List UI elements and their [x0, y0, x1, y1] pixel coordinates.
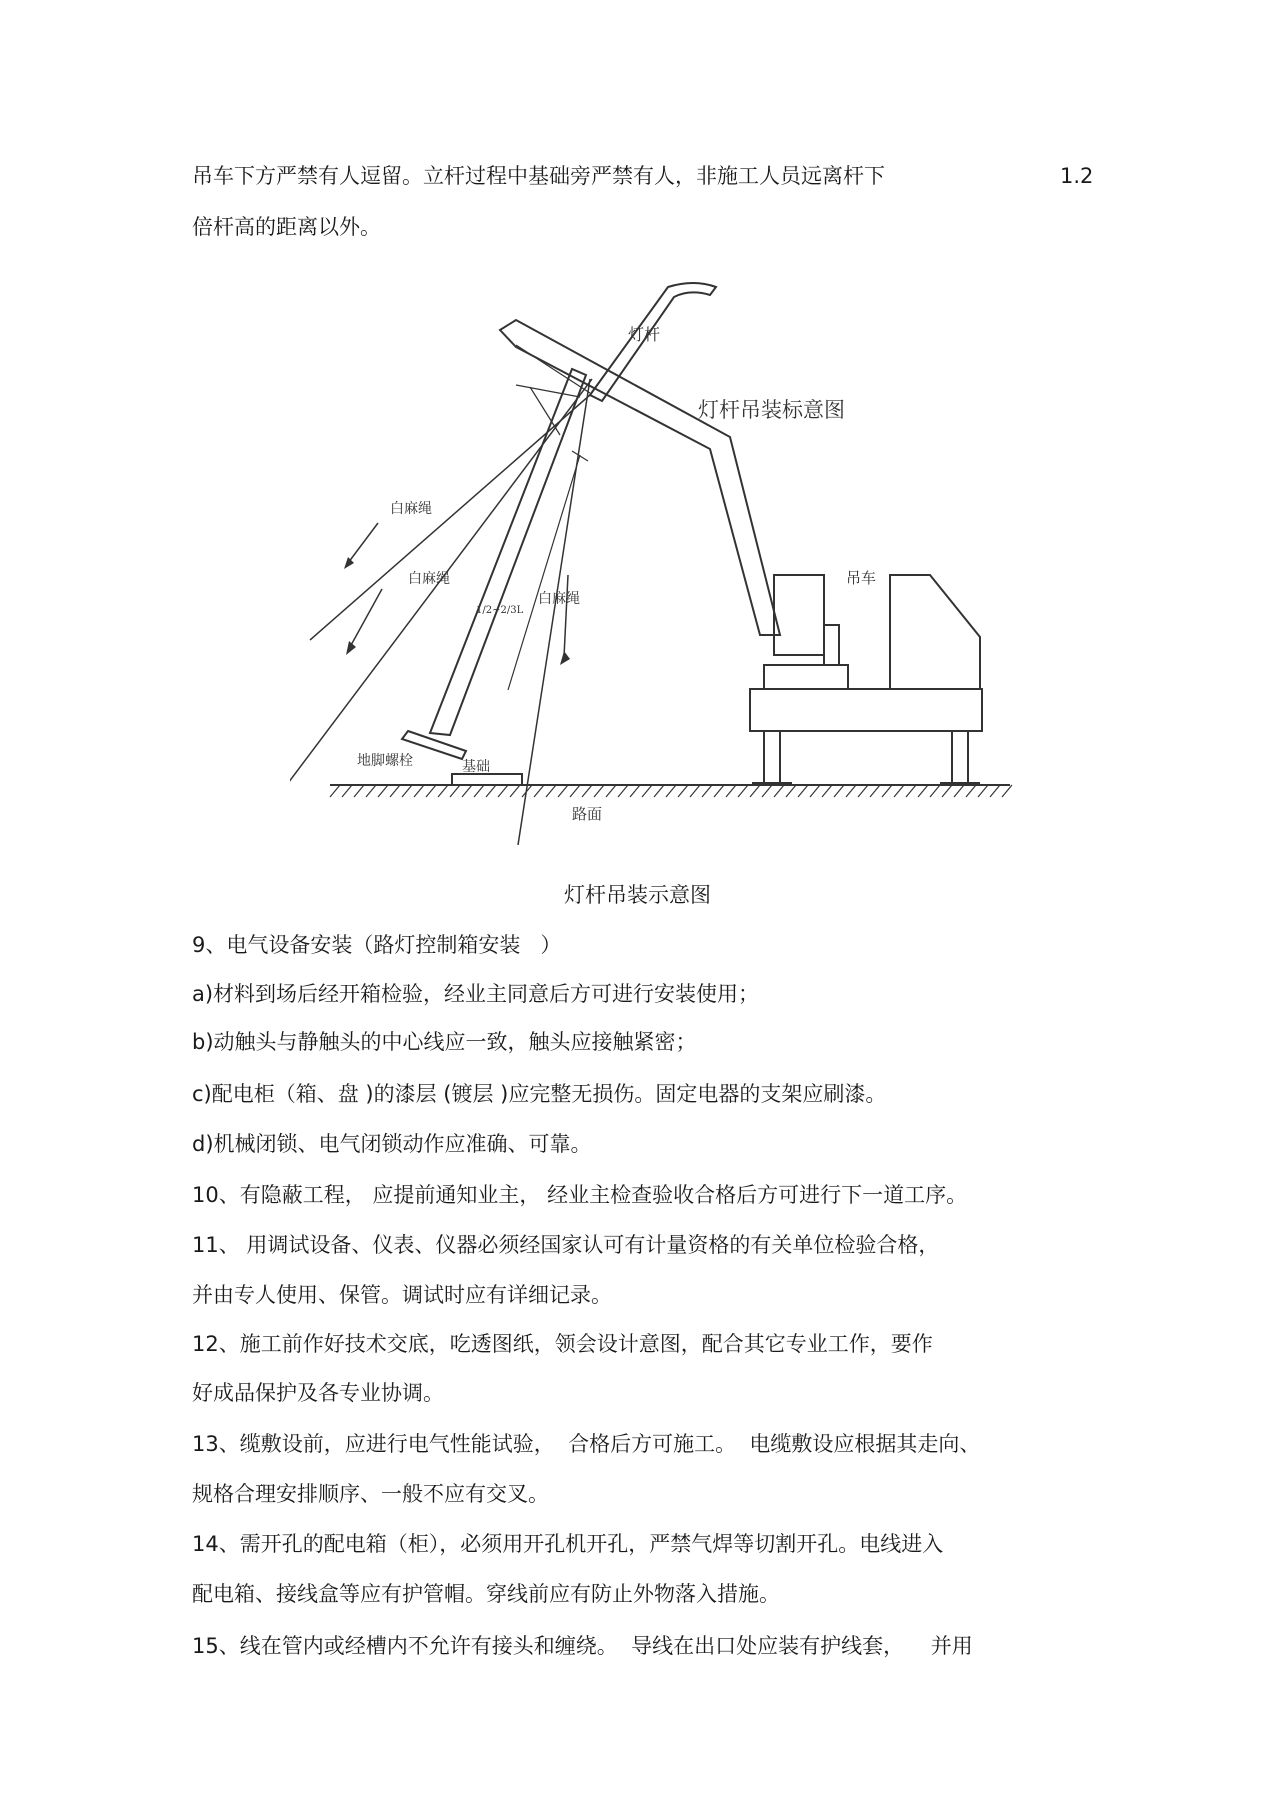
hatch-mark — [798, 785, 808, 797]
hatch-mark — [726, 785, 736, 797]
hatch-mark — [978, 785, 988, 797]
hatch-mark — [342, 785, 352, 797]
hatch-mark — [702, 785, 712, 797]
hatch-mark — [666, 785, 676, 797]
arrow-1 — [348, 523, 378, 563]
intro-line-1-number: 1.2 — [1060, 164, 1094, 188]
label-crane: 吊车 — [846, 569, 877, 587]
pole-hoisting-diagram — [290, 275, 1030, 855]
crane-leg-right — [952, 731, 968, 783]
label-rope-3: 白麻绳 — [538, 591, 580, 607]
hatch-mark — [498, 785, 508, 797]
crane-boom — [500, 320, 780, 635]
hatch-mark — [354, 785, 364, 797]
hatch-mark — [822, 785, 832, 797]
hatch-mark — [678, 785, 688, 797]
hatch-mark — [582, 785, 592, 797]
hatch-mark — [474, 785, 484, 797]
hatch-mark — [510, 785, 520, 797]
hatch-mark — [486, 785, 496, 797]
figure-caption: 灯杆吊装示意图 — [564, 883, 711, 907]
label-foundation: 基础 — [462, 759, 490, 775]
hatch-mark — [654, 785, 664, 797]
hatch-mark — [930, 785, 940, 797]
foundation-block — [452, 774, 522, 785]
intro-line-1: 吊车下方严禁有人逗留。立杆过程中基础旁严禁有人，非施工人员远离杆下 — [192, 164, 885, 188]
item-9-line-0: 14、需开孔的配电箱（柜），必须用开孔机开孔，严禁气焊等切割开孔。电线进入 — [192, 1532, 944, 1556]
intro-line-2: 倍杆高的距离以外。 — [192, 215, 381, 239]
crane-cab-step — [824, 625, 839, 665]
hatch-mark — [642, 785, 652, 797]
hatch-mark — [786, 785, 796, 797]
hatch-mark — [750, 785, 760, 797]
ground-hatching — [330, 785, 1012, 797]
crane-engine — [764, 665, 848, 689]
item-7-line-1: 好成品保护及各专业协调。 — [192, 1381, 444, 1405]
crane-cab — [774, 575, 824, 655]
hatch-mark — [882, 785, 892, 797]
hatch-mark — [810, 785, 820, 797]
hatch-mark — [618, 785, 628, 797]
crane-rear — [890, 575, 980, 689]
hatch-mark — [846, 785, 856, 797]
hatch-mark — [774, 785, 784, 797]
hatch-mark — [918, 785, 928, 797]
label-anchor-bolt: 地脚螺栓 — [357, 753, 413, 769]
item-10-line-0: 15、线在管内或经槽内不允许有接头和缠绕。 导线在出口处应装有护线套， 并用 — [192, 1634, 973, 1658]
hatch-mark — [690, 785, 700, 797]
hatch-mark — [438, 785, 448, 797]
arrow-3 — [564, 575, 568, 657]
item-0-line-0: 9、电气设备安装（路灯控制箱安装 ） — [192, 933, 562, 957]
arrow-2 — [350, 589, 382, 647]
item-8-line-0: 13、缆敷设前，应进行电气性能试验， 合格后方可施工。 电缆敷设应根据其走向、 — [192, 1432, 981, 1456]
hatch-mark — [630, 785, 640, 797]
item-4-line-0: d)机械闭锁、电气闭锁动作应准确、可靠。 — [192, 1132, 592, 1156]
hatch-mark — [990, 785, 1000, 797]
item-9-line-1: 配电箱、接线盒等应有护管帽。穿线前应有防止外物落入措施。 — [192, 1582, 780, 1606]
item-1-line-0: a)材料到场后经开箱检验，经业主同意后方可进行安装使用； — [192, 982, 760, 1006]
item-6-line-1: 并由专人使用、保管。调试时应有详细记录。 — [192, 1283, 612, 1307]
hatch-mark — [450, 785, 460, 797]
hatch-mark — [462, 785, 472, 797]
hatch-mark — [594, 785, 604, 797]
hatch-mark — [954, 785, 964, 797]
hatch-mark — [534, 785, 544, 797]
hatch-mark — [570, 785, 580, 797]
hatch-mark — [390, 785, 400, 797]
hatch-mark — [606, 785, 616, 797]
label-pole: 灯杆 — [628, 325, 661, 344]
hatch-mark — [762, 785, 772, 797]
hatch-mark — [414, 785, 424, 797]
hatch-mark — [858, 785, 868, 797]
label-diagram-title: 灯杆吊装标意图 — [698, 398, 845, 422]
hatch-mark — [546, 785, 556, 797]
item-7-line-0: 12、施工前作好技术交底，吃透图纸，领会设计意图，配合其它专业工作，要作 — [192, 1332, 933, 1356]
item-8-line-1: 规格合理安排顺序、一般不应有交叉。 — [192, 1482, 549, 1506]
item-6-line-0: 11、 用调试设备、仪表、仪器必须经国家认可有计量资格的有关单位检验合格， — [192, 1233, 940, 1257]
hatch-mark — [714, 785, 724, 797]
hatch-mark — [426, 785, 436, 797]
hatch-mark — [966, 785, 976, 797]
hatch-mark — [378, 785, 388, 797]
label-ratio: 1/2~2/3L — [476, 605, 524, 616]
item-3-line-0: c)配电柜（箱、盘 )的漆层 (镀层 )应完整无损伤。固定电器的支架应刷漆。 — [192, 1082, 887, 1106]
crane-leg-left — [764, 731, 780, 783]
crane-chassis — [750, 689, 982, 731]
hatch-mark — [738, 785, 748, 797]
hatch-mark — [330, 785, 340, 797]
item-2-line-0: b)动触头与静触头的中心线应一致，触头应接触紧密； — [192, 1030, 697, 1054]
hatch-mark — [870, 785, 880, 797]
item-5-line-0: 10、有隐蔽工程， 应提前通知业主， 经业主检查验收合格后方可进行下一道工序。 — [192, 1183, 968, 1207]
hatch-mark — [906, 785, 916, 797]
label-rope-2: 白麻绳 — [408, 571, 450, 587]
hatch-mark — [894, 785, 904, 797]
hatch-mark — [1002, 785, 1012, 797]
hatch-mark — [402, 785, 412, 797]
hatch-mark — [366, 785, 376, 797]
hatch-mark — [834, 785, 844, 797]
hatch-mark — [942, 785, 952, 797]
hatch-mark — [558, 785, 568, 797]
label-road: 路面 — [572, 805, 603, 823]
label-rope-1: 白麻绳 — [390, 501, 432, 517]
